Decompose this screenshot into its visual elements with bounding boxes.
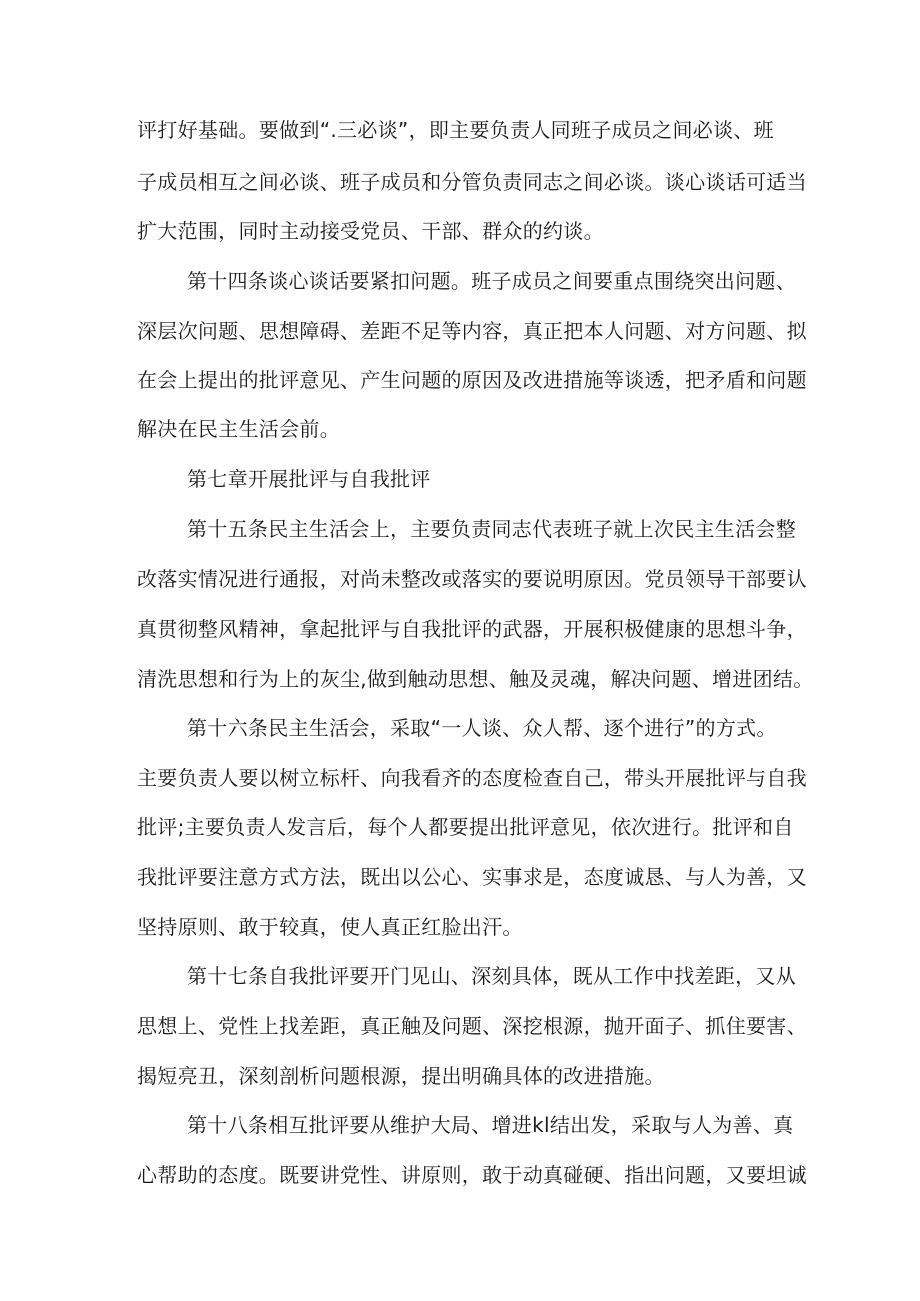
text-line: 思想上、党性上找差距，真正触及问题、深挖根源，抛开面子、抓住要害、 [137,1014,807,1038]
article-15-first-line: 第十五条民主生活会上，主要负责同志代表班子就上次民主生活会整 [187,517,796,541]
text-line: 揭短亮丑，深刻剖析问题根源，提出明确具体的改进措施。 [137,1064,665,1088]
text-line: 解决在民主生活会前。 [137,417,340,441]
text-line: 批评;主要负责人发言后，每个人都要提出批评意见，依次进行。批评和自 [137,815,794,839]
text-line: 主要负责人要以树立标杆、向我看齐的态度检查自己，带头开展批评与自我 [137,766,807,790]
text-line: 深层次问题、思想障碍、差距不足等内容，真正把本人问题、对方问题、拟 [137,319,807,343]
article-18-first-line: 第十八条相互批评要从维护大局、增进kl结出发，采取与人为善、真 [187,1113,794,1137]
text-line: 坚持原则、敢于较真，使人真正红脸出汗。 [137,915,523,939]
text-line: 我批评要注意方式方法，既出以公心、实事求是，态度诚恳、与人为善，又 [137,865,807,889]
text-line: 真贯彻整风精神，拿起批评与自我批评的武器，开展积极健康的思想斗争， [137,617,807,641]
text-line: 在会上提出的批评意见、产生问题的原因及改进措施等谈透，把矛盾和问题 [137,368,807,392]
article-17-first-line: 第十七条自我批评要开门见山、深刻具体，既从工作中找差距，又从 [187,964,796,988]
text-line: 子成员相互之间必谈、班子成员和分管负责同志之间必谈。谈心谈话可适当 [137,170,807,194]
article-16-first-line: 第十六条民主生活会，采取“一人谈、众人帮、逐个进行”的方式。 [187,716,777,740]
text-line: 评打好基础。要做到“.三必谈”，即主要负责人同班子成员之间必谈、班 [137,118,774,142]
text-line: 改落实情况进行通报，对尚未整改或落实的要说明原因。党员领导干部要认 [137,567,807,591]
text-line: 心帮助的态度。既要讲党性、讲原则，敢于动真碰硬、指出问题，又要坦诚 [137,1163,807,1187]
chapter-heading: 第七章开展批评与自我批评 [187,467,431,491]
text-line: 清洗思想和行为上的灰尘,做到触动思想、触及灵魂，解决问题、增进团结。 [137,667,814,691]
text-line: 扩大范围，同时主动接受党员、干部、群众的约谈。 [137,219,604,243]
article-14-first-line: 第十四条谈心谈话要紧扣问题。班子成员之间要重点围绕突出问题、 [187,269,796,293]
